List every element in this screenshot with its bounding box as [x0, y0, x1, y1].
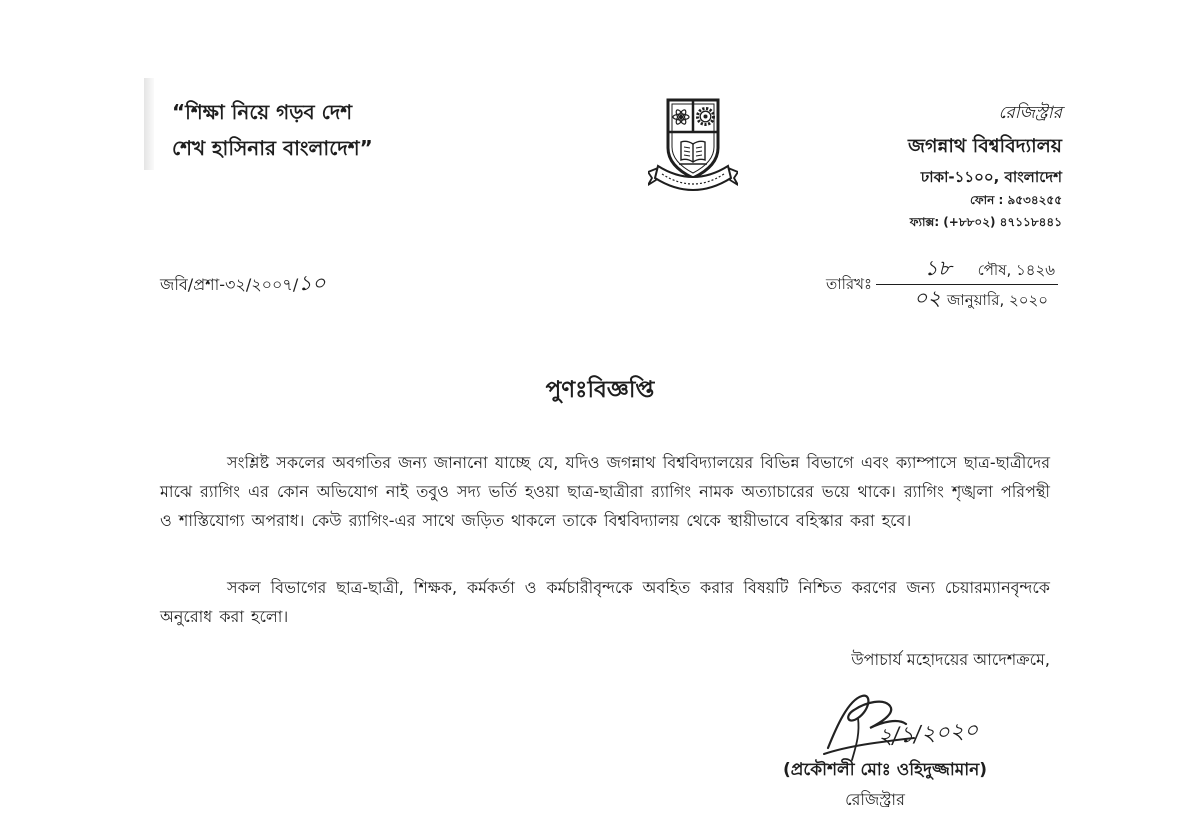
- signatory-designation: রেজিস্ট্রার: [845, 790, 905, 809]
- notice-paragraph-2: সকল বিভাগের ছাত্র-ছাত্রী, শিক্ষক, কর্মকর্তা ও কর্মচারীবৃন্দকে অবহিত করার বিষয়টি নিশ্চিত করণের জন্য চেয়ারম্যানবৃন্দকে অনুরোধ করা হলো।: [160, 578, 1050, 626]
- scan-edge-shadow: [144, 78, 154, 170]
- memo-number: [160, 270, 326, 298]
- gregorian-month-year: জানুয়ারি, ২০২০: [947, 291, 1048, 309]
- closing-line: উপাচার্য মহোদয়ের আদেশক্রমে,: [851, 650, 1050, 669]
- notice-title: পুণঃবিজ্ঞপ্তি: [545, 377, 655, 403]
- slogan: [172, 94, 373, 166]
- bengali-day: ১৮: [924, 256, 952, 280]
- bengali-month-year: পৌষ, ১৪২৬: [977, 261, 1055, 279]
- fax-number: ফ্যাক্স: (+৮৮০২) ৪৭১১৮৪৪১: [909, 215, 1062, 229]
- university-crest-icon: [648, 92, 738, 202]
- bengali-date: [876, 252, 1058, 285]
- date-label: তারিখঃ: [826, 275, 872, 293]
- gregorian-day: ০২: [913, 286, 941, 310]
- slogan-line-2: শেখ হাসিনার বাংলাদেশ”: [172, 136, 373, 160]
- date-block: [876, 252, 1058, 311]
- institution-name: জগন্নাথ বিশ্ববিদ্যালয়: [908, 135, 1062, 157]
- phone-number: ফোন : ৯৫৩৪২৫৫: [970, 193, 1062, 207]
- slogan-line-1: “শিক্ষা নিয়ে গড়ব দেশ: [172, 100, 353, 124]
- letterhead: [908, 100, 1062, 232]
- memo-serial: ১০: [298, 271, 326, 295]
- memo-prefix: জবি/প্রশা-৩২/২০০৭/: [160, 275, 299, 294]
- office-title: রেজিস্ট্রার: [998, 103, 1062, 123]
- signature-date: ২/১/২০২০: [877, 718, 980, 750]
- institution-address: ঢাকা-১১০০, বাংলাদেশ: [920, 168, 1062, 186]
- signatory-name: (প্রকৌশলী মোঃ ওহিদুজ্জামান): [782, 760, 988, 780]
- gregorian-date: [876, 285, 1058, 311]
- notice-paragraph-1: সংশ্লিষ্ট সকলের অবগতির জন্য জানানো যাচ্ছে যে, যদিও জগন্নাথ বিশ্ববিদ্যালয়ের বিভিন্ন বিভাগে এবং ক্যাম্পাসে ছাত্র-ছাত্রীদের মাঝে র‍্যাগিং এর কোন অভিযোগ নাই তবুও সদ্য ভর্তি হওয়া ছাত্র-ছাত্রীরা র‍্যাগিং নামক অত্যাচারের ভয়ে থাকে। র‍্যাগিং শৃঙ্খলা পরিপন্থী ও শাস্তিযোগ্য অপরাধ। কেউ র‍্যাগিং-এর সাথে জড়িত থাকলে তাকে বিশ্ববিদ্যালয় থেকে স্থায়ীভাবে বহিস্কার করা হবে।: [160, 453, 1050, 530]
